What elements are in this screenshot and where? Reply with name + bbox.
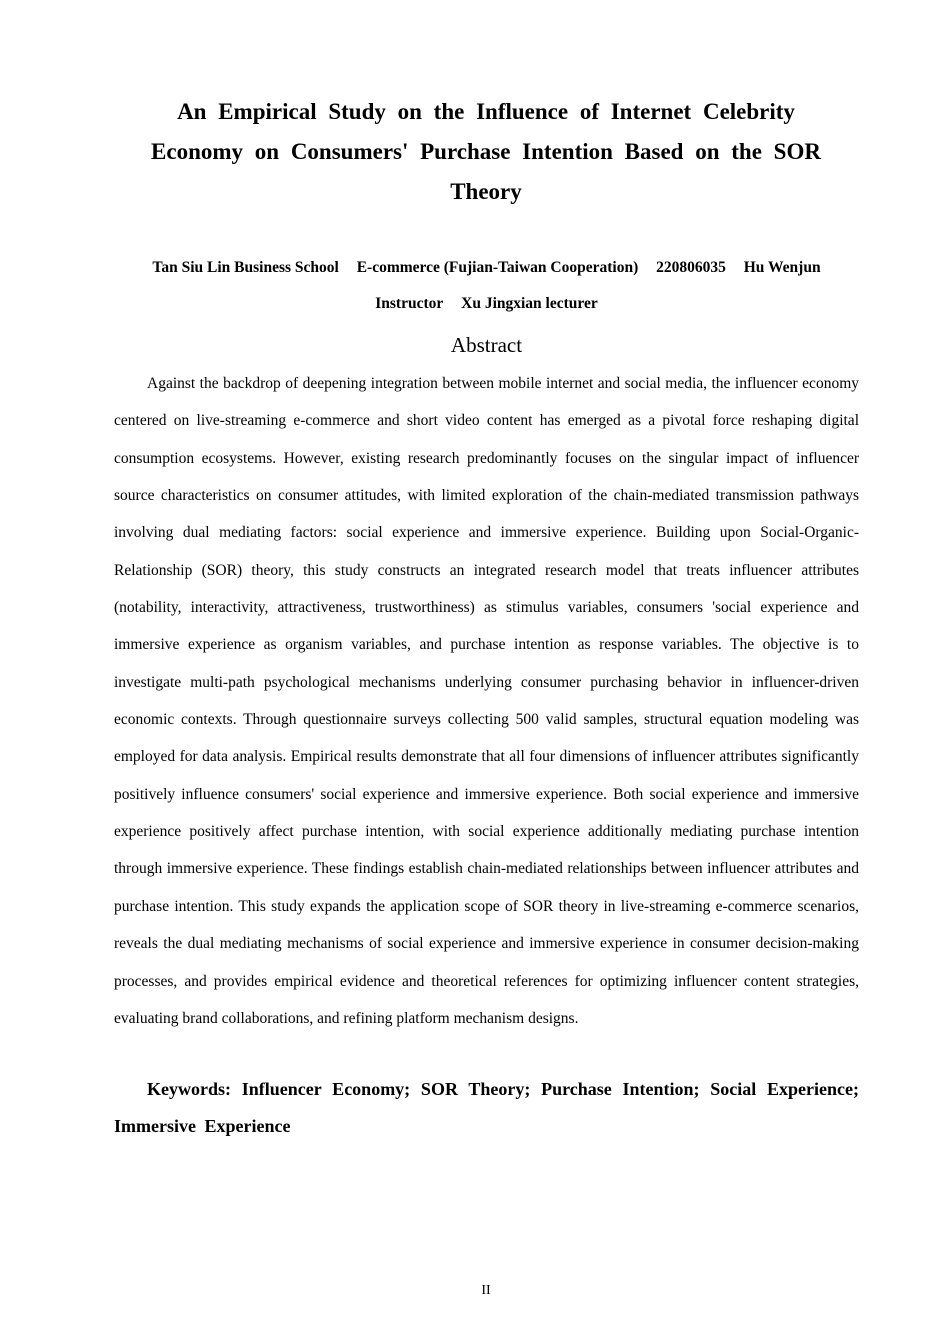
student-name: Hu Wenjun — [743, 259, 821, 276]
student-id: 220806035 — [656, 259, 726, 276]
keywords — [114, 1071, 859, 1145]
instructor-title: lecturer — [545, 295, 598, 312]
keywords-label: Keywords: — [147, 1079, 231, 1099]
page-number: II — [481, 1283, 491, 1298]
abstract-heading: Abstract — [450, 333, 523, 357]
instructor-name: Xu Jingxian — [461, 295, 542, 312]
keywords-text: Influencer Economy; SOR Theory; Purchase Intention; Social Experience; Immersive Experience — [114, 1079, 860, 1136]
abstract-body: Against the backdrop of deepening integration between mobile internet and social media, the influencer economy centered on live-streaming e-commerce and short video content has emerged as a pivotal force reshaping digital consumption ecosystems. However, existing research predominantly focuses on the singular impact of influencer source characteristics on consumer attitudes, with limited exploration of the chain-mediated transmission pathways involving dual mediating factors: social experience and immersive experience. Building upon Social-Organic-Relationship (SOR) theory, this study constructs an integrated research model that treats influencer attributes (notability, interactivity, attractiveness, trustworthiness) as stimulus variables, consumers 'social experience and immersive experience as organism variables, and purchase intention as response variables. The objective is to investigate multi-path psychological mechanisms underlying consumer purchasing behavior in influencer-driven economic contexts. Through questionnaire surveys collecting 500 valid samples, structural equation modeling was employed for data analysis. Empirical results demonstrate that all four dimensions of influencer attributes significantly positively influence consumers' social experience and immersive experience. Both social experience and immersive experience positively affect purchase intention, with social experience additionally mediating purchase intention through immersive experience. These findings establish chain-mediated relationships between influencer attributes and purchase intention. This study expands the application scope of SOR theory in live-streaming e-commerce scenarios, reveals the dual mediating mechanisms of social experience and immersive experience in consumer decision-making processes, and provides empirical evidence and theoretical references for optimizing influencer content strategies, evaluating brand collaborations, and refining platform mechanism designs. — [114, 375, 859, 1027]
major-name: E-commerce (Fujian-Taiwan Cooperation) — [356, 259, 639, 276]
paper-title: An Empirical Study on the Influence of Internet Celebrity Economy on Consumers' Purchase Intention Based on the SOR Theory — [151, 99, 821, 204]
school-name: Tan Siu Lin Business School — [152, 259, 339, 276]
instructor-label: Instructor — [375, 295, 444, 312]
author-info — [114, 250, 859, 322]
